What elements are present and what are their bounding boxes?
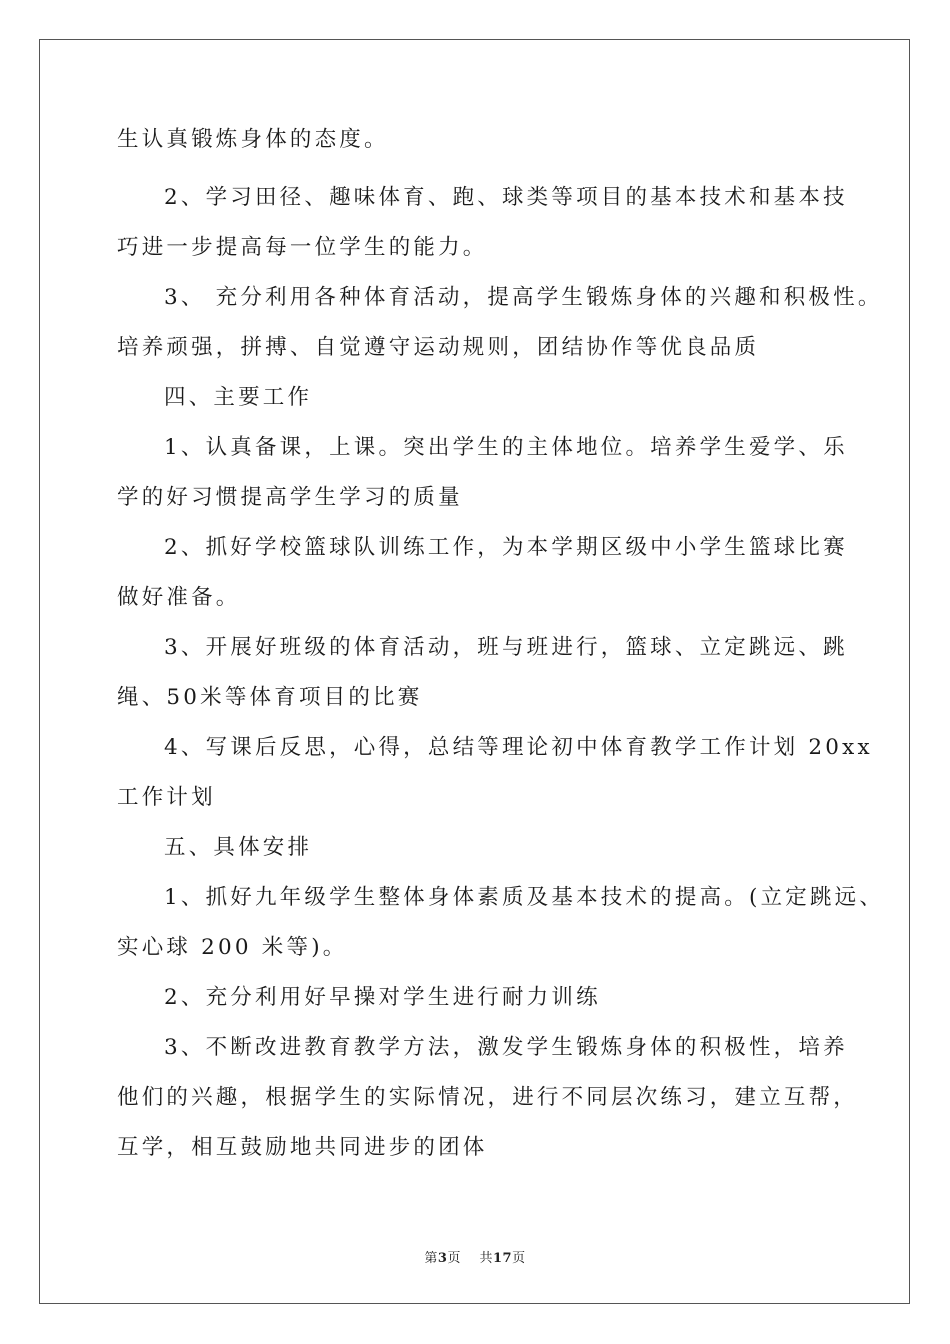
- text-line: 做好准备。: [117, 585, 241, 610]
- text-line: 1、抓好九年级学生整体身体素质及基本技术的提高。(立定跳远、: [164, 885, 885, 910]
- total-pages: 17: [493, 1251, 513, 1266]
- text-line: 巧进一步提高每一位学生的能力。: [117, 235, 488, 260]
- text-line: 互学，相互鼓励地共同进步的团体: [117, 1135, 488, 1160]
- page-prefix: 第: [424, 1251, 438, 1266]
- page-suffix: 页: [447, 1251, 461, 1266]
- text-line: 3、不断改进教育教学方法，激发学生锻炼身体的积极性，培养: [164, 1035, 848, 1060]
- text-line: 绳、50米等体育项目的比赛: [117, 685, 423, 710]
- text-line: 3、开展好班级的体育活动，班与班进行，篮球、立定跳远、跳: [164, 635, 848, 660]
- text-line: 工作计划: [117, 785, 216, 810]
- section-heading: 四、主要工作: [164, 385, 313, 410]
- text-line: 2、抓好学校篮球队训练工作，为本学期区级中小学生篮球比赛: [164, 535, 848, 560]
- text-line: 2、学习田径、趣味体育、跑、球类等项目的基本技术和基本技: [164, 185, 848, 210]
- total-suffix: 页: [512, 1251, 526, 1266]
- page-number: 3: [437, 1251, 448, 1266]
- total-prefix: 共: [479, 1251, 493, 1266]
- text-line: 2、充分利用好早操对学生进行耐力训练: [164, 985, 601, 1010]
- page-footer: [0, 1247, 950, 1266]
- text-line: 学的好习惯提高学生学习的质量: [117, 485, 463, 510]
- text-line: 他们的兴趣，根据学生的实际情况，进行不同层次练习，建立互帮，: [117, 1085, 859, 1110]
- text-line: 4、写课后反思，心得，总结等理论初中体育教学工作计划 20xx: [164, 735, 873, 760]
- text-line: 实心球 200 米等)。: [117, 935, 348, 960]
- text-line: 3、 充分利用各种体育活动，提高学生锻炼身体的兴趣和积极性。: [164, 285, 883, 310]
- text-line: 1、认真备课，上课。突出学生的主体地位。培养学生爱学、乐: [164, 435, 848, 460]
- section-heading: 五、具体安排: [164, 835, 313, 860]
- page-border: [39, 39, 910, 1304]
- text-line: 培养顽强，拼搏、自觉遵守运动规则，团结协作等优良品质: [117, 335, 760, 360]
- text-line: 生认真锻炼身体的态度。: [117, 127, 389, 152]
